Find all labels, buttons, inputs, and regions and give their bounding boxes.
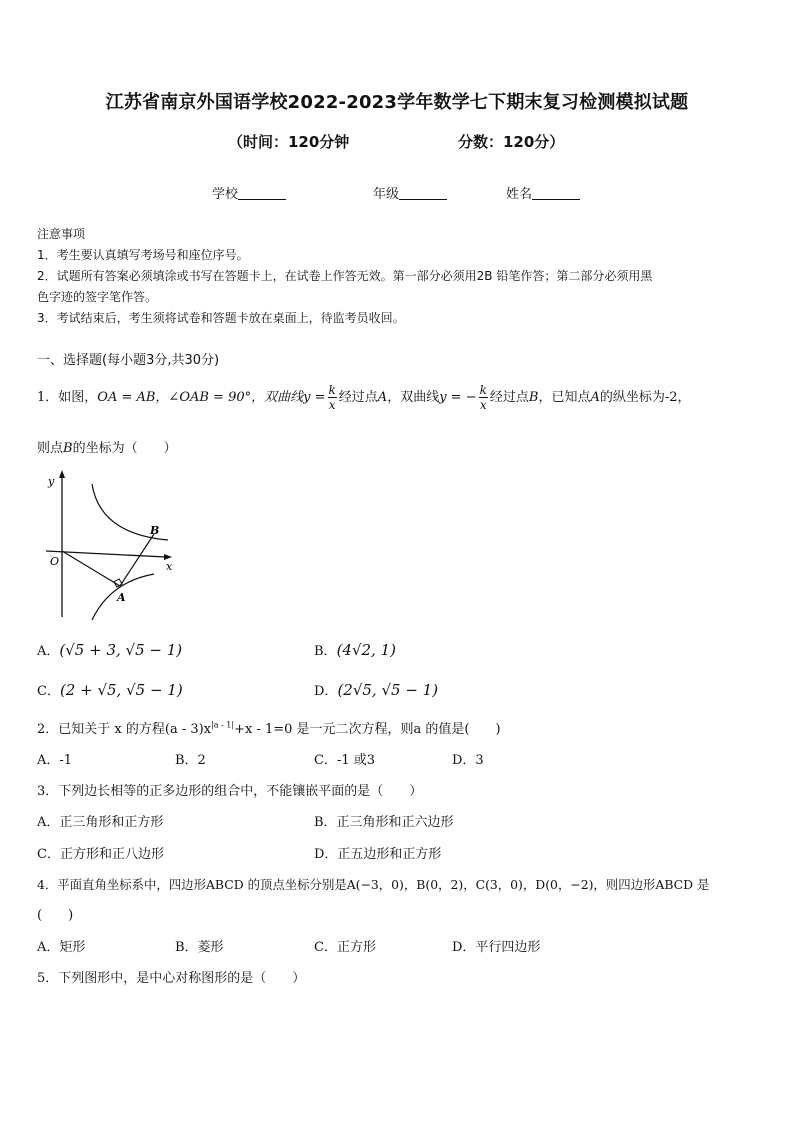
q3-option-c[interactable]: C．正方形和正八边形: [37, 847, 164, 862]
q2-option-a[interactable]: A．-1: [37, 753, 73, 768]
q1-frac1-num: k: [328, 383, 336, 397]
figure-label-o: O: [50, 555, 60, 568]
notes-item-3: 3．考试结束后，考生须将试卷和答题卡放在桌面上，待监考员收回。: [37, 311, 405, 325]
q4-option-a[interactable]: A．矩形: [37, 940, 86, 955]
exam-time: （时间：120分钟: [228, 133, 350, 151]
q1-frac1-den: x: [328, 398, 336, 412]
q1-option-c-value: (2 + √5, √5 − 1): [59, 681, 183, 699]
q4-option-d[interactable]: D．平行四边形: [452, 940, 541, 955]
q1-option-a-label: A．: [37, 644, 60, 659]
q1-option-c-label: C．: [37, 684, 60, 699]
grade-field: [373, 183, 447, 202]
notes-item-2: 2．试题所有答案必须填涂或书写在答题卡上，在试卷上作答无效。第一部分必须用2B 铅笔作答；第二部分必须用黑: [37, 269, 653, 283]
question-5: 5．下列图形中，是中心对称图形的是（ ）: [37, 971, 306, 986]
q1-option-b-label: B．: [314, 644, 337, 659]
q1-lead: 1．如图，: [37, 390, 98, 405]
q1-tail: ，已知点: [538, 390, 591, 405]
q1-option-d-value: (2√5, √5 − 1): [337, 681, 439, 699]
q1-frac2-den: x: [479, 398, 487, 412]
segment-OA: [62, 551, 120, 586]
q1-fraction-1: [328, 383, 337, 412]
grade-label: 年级: [373, 187, 400, 202]
question-3: 3．下列边长相等的正多边形的组合中，不能镶嵌平面的是（ ）: [37, 784, 423, 799]
question-2: [37, 718, 501, 737]
figure-label-b: B: [150, 524, 160, 537]
q1-eq1-lhs: y =: [303, 390, 326, 405]
section-heading: 一、选择题(每小题3分,共30分): [37, 353, 220, 368]
q1-point-a: A: [377, 390, 388, 405]
notes-block: [37, 224, 757, 329]
q1-point-a2: A: [590, 390, 600, 405]
q3-option-d[interactable]: D．正五边形和正方形: [314, 847, 442, 862]
q2-exponent: |a - 1|: [211, 720, 235, 730]
y-axis-arrow: [59, 470, 65, 478]
question-4: 4．平面直角坐标系中，四边形ABCD 的顶点坐标分别是A(−3，0)，B(0，2)，C(3，0)，D(0，−2)，则四边形ABCD 是: [37, 877, 710, 892]
q1-pass-a: 经过点: [338, 390, 378, 405]
notes-item-2-cont: 色字迹的签字笔作答。: [37, 290, 158, 304]
q1-option-c[interactable]: [37, 680, 183, 699]
q1-option-d[interactable]: [314, 680, 438, 699]
q1-option-a[interactable]: [37, 640, 182, 659]
q1-option-d-label: D．: [314, 684, 338, 699]
figure-label-a: A: [117, 591, 126, 604]
school-label: 学校: [212, 187, 239, 202]
exam-title: 江苏省南京外国语学校2022-2023学年数学七下期末复习检测模拟试题: [105, 92, 689, 113]
q1-fraction-2: [479, 383, 488, 412]
q1-figure: [40, 462, 180, 622]
q1-sep: ，双曲线: [387, 390, 440, 405]
grade-blank[interactable]: [399, 187, 447, 200]
figure-label-x: x: [166, 560, 173, 573]
school-field: [212, 183, 286, 202]
q1-line2-post: 的坐标为（ ）: [72, 441, 177, 456]
q1-point-b: B: [528, 390, 539, 405]
q1-cond1: OA = AB，∠OAB = 90°，双曲线: [97, 390, 304, 405]
exam-score: 分数：120分）: [458, 133, 565, 151]
question-4-cont: ( ): [37, 908, 74, 923]
notes-heading: 注意事项: [37, 227, 86, 241]
q1-option-b[interactable]: [314, 640, 396, 659]
q2-option-b[interactable]: B．2: [175, 753, 206, 768]
question-1-line-1: [37, 380, 691, 416]
q1-pass-b: 经过点: [489, 390, 529, 405]
name-field: [506, 183, 580, 202]
q2-option-d[interactable]: D．3: [452, 753, 484, 768]
q1-option-a-value: (√5 + 3, √5 − 1): [59, 641, 183, 659]
name-label: 姓名: [506, 187, 533, 202]
q1-line2-pre: 则点: [37, 441, 64, 456]
school-blank[interactable]: [238, 187, 286, 200]
q2-post: +x - 1=0 是一元二次方程，则a 的值是( ): [234, 722, 501, 737]
q1-option-b-value: (4√2, 1): [336, 641, 396, 659]
q1-line2-b: B: [63, 441, 73, 456]
q2-option-c[interactable]: C．-1 或3: [314, 753, 376, 768]
q1-frac2-num: k: [479, 383, 487, 397]
q4-option-c[interactable]: C．正方形: [314, 940, 376, 955]
q3-option-b[interactable]: B．正三角形和正六边形: [314, 815, 454, 830]
q3-option-a[interactable]: A．正三角形和正方形: [37, 815, 164, 830]
q1-eq2-lhs: y = −: [439, 390, 477, 405]
figure-label-y: y: [48, 475, 55, 488]
q1-tail2: 的纵坐标为-2，: [599, 390, 691, 405]
notes-item-1: 1．考生要认真填写考场号和座位序号。: [37, 248, 249, 262]
name-blank[interactable]: [532, 187, 580, 200]
q4-option-b[interactable]: B．菱形: [175, 940, 224, 955]
q2-pre: 2．已知关于 x 的方程(a - 3)x: [37, 722, 212, 737]
question-1-line-2: [37, 437, 177, 456]
